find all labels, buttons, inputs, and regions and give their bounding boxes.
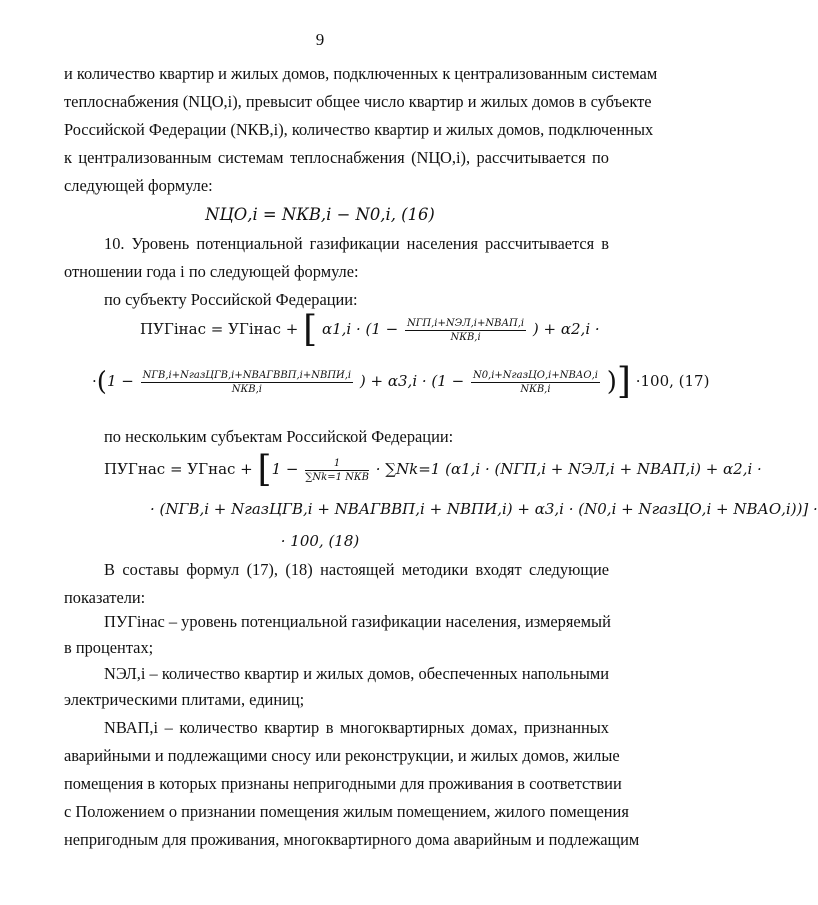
several-subjects-label: по нескольким субъектам Российской Федерации: — [104, 427, 454, 446]
formula-18-fraction: $\frac{1}{\text{∑Nk=1 NКВ}}$ — [305, 457, 369, 483]
formula-18-row2: · (NГВ,i + NгазЦГВ,i + NВАГВВП,i + NВПИ,i) + α3,i · (N0,i + NгазЦО,i + NВАО,i))] · — [150, 500, 818, 518]
definition-nvap: непригодным для проживания, многоквартирного дома аварийным и подлежащим — [64, 830, 640, 849]
open-bracket: [ — [303, 309, 318, 350]
definition-pug: ПУГiнас – уровень потенциальной газификации населения, измеряемый — [104, 612, 611, 631]
formula-17-fraction: $\frac{\text{N0,i+NгазЦО,i+NВАО,i}}{\text{NКВ,i}}$ — [472, 369, 598, 395]
paragraph-line: Российской Федерации (NКВ,i), количество квартир и жилых домов, подключенных — [64, 120, 654, 139]
formula-17-fraction: $\frac{\text{NГП,i+NЭЛ,i+NВАП,i}}{\text{NКВ,i}}$ — [407, 317, 525, 343]
subject-label: по субъекту Российской Федерации: — [104, 290, 358, 309]
paragraph-line: теплоснабжения (NЦО,i), превысит общее число квартир и жилых домов в субъекте — [64, 92, 652, 111]
paragraph-line: следующей формуле: — [64, 176, 213, 195]
formula-16: NЦО,i = NКВ,i − N0,i, (16) — [205, 205, 435, 224]
formula-17-tail: ·100, (17) — [635, 372, 710, 390]
paragraph-line: к централизованным системам теплоснабжения (NЦО,i), рассчитывается по — [64, 148, 609, 167]
paragraph-line: и количество квартир и жилых домов, подключенных к централизованным системам — [64, 64, 658, 83]
definition-nvap: NВАП,i – количество квартир в многоквартирных домах, признанных — [104, 718, 609, 737]
formula-17-alpha3: ) + α3,i · (1 − — [359, 372, 465, 390]
formula-17-row1 — [140, 309, 600, 350]
page-number: 9 — [315, 30, 325, 49]
definition-nel: электрическими плитами, единиц; — [64, 690, 305, 709]
item-10-line: отношении года i по следующей формуле: — [64, 262, 359, 281]
composition-line: показатели: — [64, 588, 146, 607]
definition-pug: в процентах; — [64, 638, 154, 657]
formula-17-alpha2: ) + α2,i · — [532, 320, 600, 338]
formula-18-row3: · 100, (18) — [280, 532, 360, 550]
definition-nel: NЭЛ,i – количество квартир и жилых домов, обеспеченных напольными — [104, 664, 609, 683]
formula-17-lhs: ПУГiнас = УГiнас + — [140, 320, 299, 338]
definition-nvap: помещения в которых признаны непригодными для проживания в соответствии — [64, 774, 622, 793]
formula-17-fraction: $\frac{\text{NГВ,i+NгазЦГВ,i+NВАГВВП,i+NВПИ,i}}{\text{NКВ,i}}$ — [142, 369, 352, 395]
formula-17-alpha1: α1,i · (1 − — [321, 320, 399, 338]
definition-nvap: аварийными и подлежащими сносу или реконструкции, и жилых домов, жилые — [64, 746, 620, 765]
definition-nvap: с Положением о признании помещения жилым помещением, жилого помещения — [64, 802, 629, 821]
formula-17-row2: ·(1 − $\frac{\text{NГВ,i+NгазЦГВ,i+NВАГВВП,i+NВПИ,i}}{\text{NКВ,i}}$ ) + α3,i · (1 − $\frac{\text{N0,i+NгазЦО,i+NВАО,i}}{\text{NКВ,i}}$ )] ·100, (17) — [92, 361, 710, 402]
item-10-line: 10. Уровень потенциальной газификации населения рассчитывается в — [104, 234, 609, 253]
formula-18-row1: ПУГнас = УГнас + [1 − $\frac{1}{\text{∑Nk=1 NКВ}}$ · ∑Nk=1 (α1,i · (NГП,i + NЭЛ,i + NВАП,i) + α2,i · — [104, 449, 762, 490]
composition-line: В составы формул (17), (18) настоящей методики входят следующие — [104, 560, 609, 579]
